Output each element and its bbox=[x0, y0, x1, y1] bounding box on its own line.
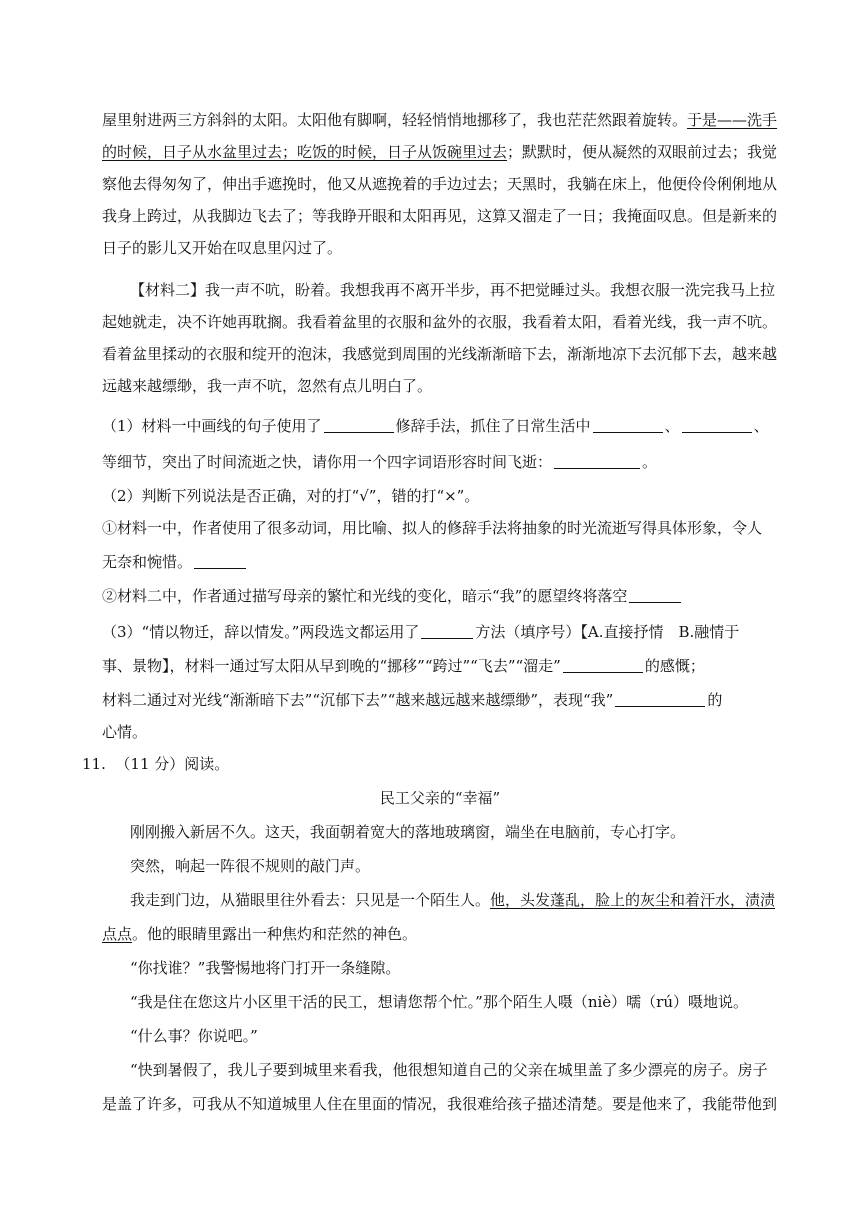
material-two-line-2: 起她就走，决不许她再耽搁。我看着盆里的衣服和盆外的衣服，我看着太阳，看着光线，我一声不吭。 bbox=[102, 313, 778, 331]
passage-paragraph-6: “什么事？你说吧。” bbox=[130, 1027, 258, 1045]
question-2-intro: （2）判断下列说法是否正确，对的打“√”，错的打“×”。 bbox=[102, 487, 480, 505]
question-2-item-2: ②材料二中，作者通过描写母亲的繁忙和光线的变化，暗示“我”的愿望终将落空 bbox=[102, 586, 778, 606]
answer-blank[interactable] bbox=[554, 453, 640, 469]
material-one-line-2: 的时候，日子从水盆里过去；吃饭的时候，日子从饭碗里过去；默默时，便从凝然的双眼前过去；我觉 bbox=[102, 143, 778, 161]
answer-blank[interactable] bbox=[563, 657, 643, 673]
question-3-line-3: 材料二通过对光线“渐渐暗下去”“沉郁下去”“越来越远越来越缥缈”，表现“我” 的 bbox=[102, 691, 723, 709]
passage-paragraph-7-cont: 是盖了许多，可我从不知道城里人住在里面的情况，我很难给孩子描述清楚。要是他来了，我能带他到 bbox=[102, 1095, 778, 1113]
underlined-sentence: 的时候，日子从水盆里过去；吃饭的时候，日子从饭碗里过去 bbox=[102, 143, 508, 161]
passage-paragraph-3: 我走到门边，从猫眼里往外看去：只见是一个陌生人。他，头发蓬乱，脸上的灰尘和着汗水，渍渍 bbox=[130, 891, 776, 909]
answer-blank[interactable] bbox=[194, 553, 246, 569]
underlined-sentence: 点点 bbox=[102, 925, 133, 943]
answer-blank[interactable] bbox=[615, 691, 705, 707]
material-one-line-1: 屋里射进两三方斜斜的太阳。太阳他有脚啊，轻轻悄悄地挪移了，我也茫茫然跟着旋转。于是——洗手 bbox=[102, 111, 778, 129]
passage-title: 民工父亲的“幸福” bbox=[379, 789, 501, 807]
passage-paragraph-3-cont: 点点。他的眼睛里露出一种焦灼和茫然的神色。 bbox=[102, 925, 418, 943]
answer-blank[interactable] bbox=[593, 417, 663, 433]
material-two-line-3: 看着盆里揉动的衣服和绽开的泡沫，我感觉到周围的光线渐渐暗下去，渐渐地凉下去沉郁下去，越来越 bbox=[102, 345, 778, 363]
question-1-line-2: 等细节，突出了时间流逝之快，请你用一个四字词语形容时间飞逝： 。 bbox=[102, 453, 658, 471]
passage-paragraph-2: 突然，响起一阵很不规则的敲门声。 bbox=[130, 857, 371, 875]
question-11-header: 11. （11 分）阅读。 bbox=[82, 755, 230, 773]
question-2-item-1-cont: 无奈和惋惜。 bbox=[102, 552, 778, 572]
passage-paragraph-4: “你找谁？”我警惕地将门打开一条缝隙。 bbox=[130, 959, 401, 977]
question-3-line-2: 事、景物】，材料一通过写太阳从早到晚的“挪移”“跨过”“飞去”“溜走” 的感慨； bbox=[102, 657, 705, 675]
material-one-line-5: 日子的影儿又开始在叹息里闪过了。 bbox=[102, 239, 343, 257]
question-3-line-1: （3）“情以物迁，辞以情发。”两段选文都运用了 方法（填序号）【A.直接抒情 B.融情于 bbox=[102, 623, 740, 641]
answer-blank[interactable] bbox=[421, 623, 473, 639]
answer-blank[interactable] bbox=[682, 417, 752, 433]
answer-blank[interactable] bbox=[629, 587, 681, 603]
material-two-line-4: 远越来越缥缈，我一声不吭，忽然有点儿明白了。 bbox=[102, 377, 433, 395]
passage-paragraph-1: 刚刚搬入新居不久。这天，我面朝着宽大的落地玻璃窗，端坐在电脑前，专心打字。 bbox=[130, 823, 686, 841]
passage-paragraph-7: “快到暑假了，我儿子要到城里来看我，他很想知道自己的父亲在城里盖了多少漂亮的房子。房子 bbox=[130, 1061, 768, 1079]
question-number: 11. bbox=[82, 755, 106, 773]
underlined-sentence: 于是——洗手 bbox=[687, 111, 778, 129]
passage-paragraph-5: “我是住在您这片小区里干活的民工，想请您帮个忙。”那个陌生人嗫（niè）嚅（rú）嗫地说。 bbox=[130, 993, 749, 1011]
material-two-line-1: 【材料二】我一声不吭，盼着。我想我再不离开半步，再不把觉睡过头。我想衣服一洗完我马上拉 bbox=[130, 281, 776, 299]
question-3-line-4: 心情。 bbox=[102, 723, 148, 741]
material-one-line-3: 察他去得匆匆了，伸出手遮挽时，他又从遮挽着的手边过去；天黑时，我躺在床上，他便伶伶俐俐地从 bbox=[102, 175, 778, 193]
question-1-line-1: （1）材料一中画线的句子使用了 修辞手法，抓住了日常生活中 、 、 bbox=[102, 417, 769, 435]
answer-blank[interactable] bbox=[324, 417, 394, 433]
material-one-line-4: 我身上跨过，从我脚边飞去了；等我睁开眼和太阳再见，这算又溜走了一日；我掩面叹息。但是新来的 bbox=[102, 207, 778, 225]
underlined-sentence: 他，头发蓬乱，脸上的灰尘和着汗水，渍渍 bbox=[490, 891, 776, 909]
question-2-item-1: ①材料一中，作者使用了很多动词，用比喻、拟人的修辞手法将抽象的时光流逝写得具体形象，令人 bbox=[102, 519, 763, 537]
